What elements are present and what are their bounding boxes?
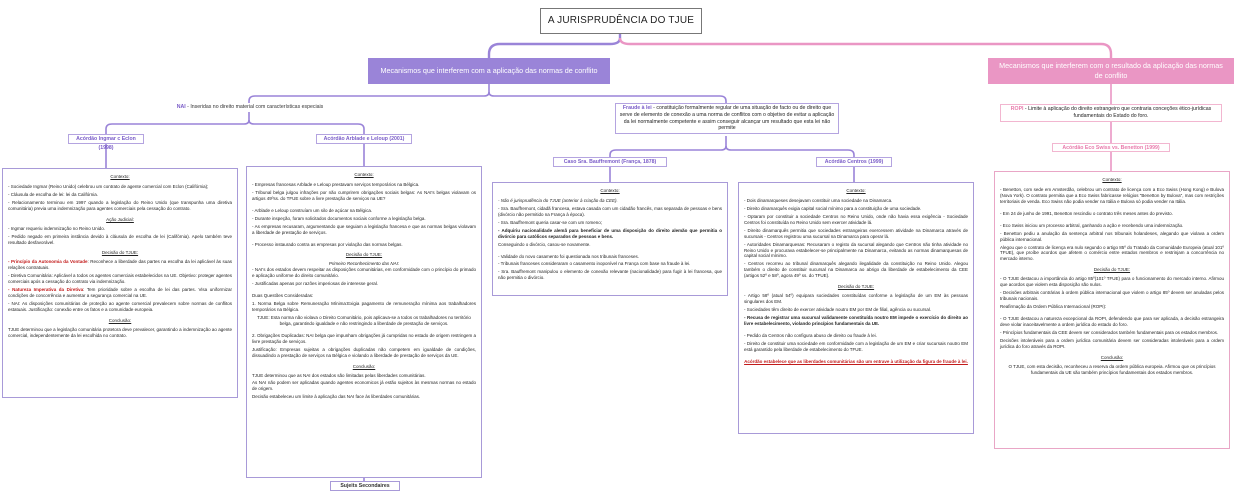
centros-header: Acórdão Centros (1999)	[816, 157, 892, 167]
ingmar-conclusao-1: TJUE determinou que a legislação comunitária protetora deve prevalecer, garantindo a indemnização ao agente comercial, independentemente da lei escolhida no contrato.	[8, 326, 232, 338]
bauffremont-card	[492, 182, 728, 296]
arblade-context-4: - Durante inspeção, foram solicitados documentos sociais conforme a legislação belga.	[252, 215, 426, 221]
eco-swiss-context-4: - Benetton pediu a anulação da sentença arbitral nos tribunais holandeses, alegando que violava a ordem pública internacional.	[1000, 230, 1224, 242]
ingmar-decisao-title: Decisão do TJUE:	[101, 250, 139, 256]
bauffremont-context-7: - Tribunais franceses consideraram o casamento inoponível na França com base na fraude à lei.	[498, 261, 691, 267]
arblade-decisao-7: Justificação: Empresas sujeitas a obrigações duplicadas não competem em igualdade de condições, dissuadindo a prestação de serviços na Bélgica e violando a liberdade de prestação de serviços da UE.	[252, 346, 476, 358]
arblade-decisao-2: - Justificadas apenas por razões imperiosas de interesse geral.	[252, 281, 379, 287]
arblade-decisao-6: 2. Obrigações Duplicadas: NAI belga que impunham obrigações já cumpridas no estado de origem restringem a livre prestação de serviços.	[252, 332, 476, 344]
arblade-decisao-sub: Primeiro Reconhecimento das NAI:	[328, 261, 400, 267]
ingmar-header: Acórdão Ingmar c Eclon (1998)	[68, 134, 144, 144]
centros-decisao-5: - Direito de constituir uma sociedade em conformidade com a legislação de um EM e criar sucursais noutro EM está garantido pela liberdade de estabelecimento do TFUE.	[744, 340, 968, 352]
centros-context-1: - Dois dinamarqueses desejavam constituir uma sociedade na Dinamarca.	[744, 197, 893, 203]
arblade-decisao-5: TJUE: Esta norma não violava o Direito Comunitário, pois aplicava-se a todos os trabalhadores no território belga, garantindo igualdade e não restringindo a liberdade de prestação de serviços.	[257, 314, 471, 326]
eco-swiss-decisao-3: Reafirmação da Ordem Pública Internacional (ROPI):	[1000, 304, 1107, 309]
ingmar-decisao-1-term: - Princípio da Autonomia da Vontade	[8, 259, 88, 265]
eco-swiss-conclusao-1: O TJUE, com esta decisão, reconheceu a reserva da ordem pública europeia. Afirmou que os princípios fundamentais da UE são também princípios fundamentais dos estados membros.	[1008, 363, 1216, 375]
ingmar-acao-2: - Pedido negado em primeira instância devido à cláusula de escolha de lei (Califórnia). Apelo também teve resultado desfavorável.	[8, 233, 232, 245]
eco-swiss-decisao-4: - O TJUE destacou a natureza excepcional da ROPI, defendendo que para ser aplicada, a decisão estrangeira deve violar inaceitavelmente a ordem jurídica do estado do foro.	[1000, 315, 1224, 327]
fraude-label-term: Fraude à lei	[622, 105, 652, 111]
arblade-decisao-title: Decisão do TJUE:	[345, 252, 383, 258]
page-title: A JURISPRUDÊNCIA DO TJUE	[540, 8, 702, 34]
bauffremont-context-title: Contexto:	[600, 188, 620, 193]
ropi-label-text: - Limite à aplicação do direito estrangeiro que contraria conceções ético-jurídicas fundamentais do Estado do foro.	[1023, 106, 1212, 119]
centros-decisao-2: - Sociedades têm direito de exercer atividade noutro EM por EM de filial, agência ou sucursal.	[744, 307, 932, 312]
arblade-context-6: - Processo instaurado contra as empresas por violação das normas belgas.	[252, 241, 403, 247]
centros-context-2: - Direito dinamarquês exigia capital social mínimo para a constituição de uma sociedade.	[744, 205, 922, 211]
centros-final: Acórdão estabelece que as liberdades comunitárias são um entrave à utilização da figura de fraude à lei.	[744, 358, 968, 364]
arblade-decisao-3: Duas Questões Consideradas:	[252, 293, 314, 299]
centros-decisao-4: - Pedido da Centros não configura abuso de direito ou fraude à lei.	[744, 332, 877, 338]
arblade-context-5: - As empresas recusaram, argumentando que seguiam a legislação francesa e que as normas belgas violavam a liberdade de prestação de serviços.	[252, 223, 476, 235]
mechanisms-conflict-rules-box: Mecanismos que interferem com a aplicação das normas de conflito	[368, 58, 610, 84]
ingmar-decisao-3-term: - Natureza Imperativa da Diretiva	[8, 287, 84, 293]
eco-swiss-decisao-2: - Decisões arbitrais contrárias à ordem pública internacional que violem o artigo 85º devem ser anuladas pelos tribunais nacionais.	[1000, 290, 1224, 302]
centros-context-4: - Direito dinamarquês permitia que sociedades estrangeiras exercessem atividade na Dinamarca através de sucursais - Centros registrou uma sucursal na Dinamarca para operar lá.	[744, 227, 968, 239]
bauffremont-context-5: Conseguindo o divórcio, casou-se novamente.	[498, 241, 591, 247]
sujeits-secondaires-box: Sujeits Secondaires	[330, 481, 400, 491]
eco-swiss-context-2: - Em 24 de junho de 1991, Benetton rescindiu o contrato três meses antes do previsto.	[1000, 210, 1173, 216]
mechanisms-result-box: Mecanismos que interferem com o resultado da aplicação das normas de conflito	[988, 58, 1234, 84]
arblade-context-3: - Arblade e Leloup construíam um silo de açúcar na Bélgica.	[252, 207, 373, 213]
ingmar-decisao-2: - Diretiva Comunitária: Aplicável a todos os agentes comerciais estabelecidos na UE. Objetivo: proteger agentes comerciais após a cessação do contrato via indemnização.	[8, 273, 232, 285]
eco-swiss-context-3: - Eco Swiss iniciou um processo arbitral, ganhando a ação e recebendo uma indemnização.	[1000, 222, 1184, 228]
ingmar-context-2: - Cláusula de escolha de lei: lei da Califórnia.	[8, 191, 99, 197]
ingmar-decisao-4: - NAI: As disposições comunitárias de proteção ao agente comercial prevalecem sobre normas de conflitos estatuais. Justificação: conexão entre os fatos e a comunidade europeia.	[8, 301, 232, 312]
eco-swiss-context-title: Contexto:	[1102, 177, 1122, 182]
bauffremont-context-3: - Sra. Bauffremont queria casar-se com um romeno;	[498, 219, 602, 225]
bauffremont-context-6: - Validade do novo casamento foi questionada nos tribunais franceses.	[498, 253, 640, 259]
arblade-conclusao-3: Decisão estabeleceu um limite à aplicação das NAI face às liberdades comunitárias.	[252, 394, 421, 400]
arblade-decisao-4: 1. Norma Belga sobre Remuneração Mínima:Exigia pagamento de remuneração mínima aos trabalhadores temporários na Bélgica.	[252, 301, 476, 312]
arblade-decisao-1: - NAI's dos estados devem respeitar as disposições comunitárias, em conformidade com o princípio do primado e aplicação uniforme do direito comunitário.	[252, 267, 476, 279]
ingmar-acao-1: - Ingmar requeriu indemnização no Reino Unido.	[8, 225, 106, 231]
bauffremont-context-4: - Adquiriu nacionalidade alemã para beneficiar de uma disposição do direito alemão que permitia o divórcio para católicos separados de pessoas e bens.	[498, 227, 722, 239]
eco-swiss-decisao-title: Decisão do TJUE:	[1093, 267, 1131, 273]
centros-context-3: - Optaram por constituir a sociedade Centros no Reino Unido, onde não havia essa exigência - Sociedade Centros foi constituída no Reino Unido sem exercer atividade lá.	[744, 213, 968, 225]
arblade-conclusao-2: As NAI não podem ser aplicadas quando agentes economicos já estão sujeitos às mesmas normas no estado de origem.	[252, 380, 476, 392]
nai-label-text: - Inseridas no direito material com características especiais	[185, 104, 324, 110]
centros-decisao-1: - Artigo 58º (atual 54º) equipara sociedades constituídas conforme a legislação de um EM às pessoas singulares dos EM.	[744, 293, 968, 305]
arblade-context-2: - Tribunal belga julgou infrações por não cumprirem obrigações sociais belgas: As NAI's belgas violavam os artigos 49ºss. do TFUE sobre a livre prestação de serviços na UE?	[252, 189, 476, 201]
arblade-header: Acórdão Arblade e Leloup (2001)	[316, 134, 412, 144]
arblade-conclusao-1: TJUE determinou que as NAI dos estados são limitadas pelas liberdades comunitárias.	[252, 372, 426, 378]
eco-swiss-header: Acórdão Eco Swiss vs. Benetton (1999)	[1052, 143, 1170, 152]
nai-label-term: NAI	[176, 104, 186, 110]
fraude-label-text: - constituição formalmente regular de uma situação de facto ou de direito que serve de elemento de conexão a uma norma de conflitos com o objetivo de evitar a aplicação da lei normalmente competente e assim conseguir alcançar um resultado que esta lei não permite	[619, 105, 835, 132]
ingmar-context-title: Contexto:	[110, 174, 130, 179]
arblade-card	[246, 166, 482, 478]
ingmar-conclusao-title: Conclusão:	[108, 317, 132, 323]
ingmar-decisao-3	[8, 287, 232, 299]
arblade-context-title: Contexto:	[354, 172, 374, 177]
ingmar-decisao-1	[8, 259, 232, 271]
ropi-label	[1000, 104, 1222, 122]
bauffremont-context-8: - Sra. Bauffremont manipulou o elemento de conexão relevante (nacionalidade) para fugir à lei francesa, que não permitia o divórcio.	[498, 269, 722, 281]
ingmar-context-1: - Sociedade Ingmar (Reino Unido) celebrou um contrato de agente comercial com Eclon (Califórnia);	[8, 183, 209, 189]
centros-decisao-3: - Recusa de registrar uma sucursal validamente constituída noutro EM impede o exercício do direito ao livre estabelecimento, violando princípios fundamentais da UE.	[744, 314, 968, 326]
eco-swiss-decisao-5: - Princípios fundamentais da CEE devem ser considerados também fundamentais para os estados membros.	[1000, 329, 1219, 335]
centros-context-5: - Autoridades Dinamarquesas: Recusaram o registo da sucursal alegando que Centros não tinha atividade no Reino Unido e procurava estabelecer-se principalmente na Dinamarca, evitando as normas dinamarquesas de capital social mínimo.	[744, 241, 968, 259]
centros-context-title: Contexto:	[846, 188, 866, 193]
ingmar-card	[2, 168, 238, 398]
eco-swiss-context-5: Alegou que o contrato de licença era nulo segundo o artigo 85º do Tratado da Comunidade Europeia (atual 101º TFUE), que proíbe acordos que afetem o comércio entre estados membros e restrinjam a concorrência no mercado interno.	[1000, 244, 1224, 262]
eco-swiss-decisao-6: Decisões intoleráveis para a ordem jurídica comunitária devem ser consideradas intoleráveis para a ordem jurídica do foro através da ROPI.	[1000, 337, 1224, 349]
fraude-label	[615, 103, 839, 134]
ingmar-acao-title: Ação Judicial:	[106, 216, 134, 222]
arblade-context-1: - Empresas francesas Arblade e Leloup prestavam serviços temporários na Bélgica.	[252, 181, 420, 187]
bauffremont-context-2: - Sra. Bauffremont, cidadã francesa, estava casada com um cidadão francês, mas separada de pessoas e bens (divórcio não permitido na França à época).	[498, 205, 722, 217]
nai-label	[150, 103, 350, 112]
arblade-conclusao-title: Conclusão:	[352, 363, 376, 369]
eco-swiss-context-1: - Benetton, com sede em Amsterdão, celebrou um contrato de licença com a Eco Swiss (Hong Kong) e Bulova (Nova York). O contrato permitia que a Eco Swiss fabricasse relógios "Benetton by Bulova", mas com restrições territoriais de venda. Eco Swiss não podia vender na Itália e Bulova só podia vender na Itália.	[1000, 186, 1224, 204]
centros-context-6: - Centros recorreu ao tribunal dinamarquês alegando ilegalidade da constituição no Reino Unido. Alegou também o direito de constituir sucursal na Dinamarca ao abrigo da liberdade de estabelecimento da CEE (artigos 52º e 58º, agora 49º ss. do TFUE).	[744, 261, 968, 279]
centros-card	[738, 182, 974, 434]
eco-swiss-decisao-1: - O TJUE destacou a importância do artigo 85º(101º TFUE) para o funcionamento do mercado interno. Afirmou que acordos que violem esta disposição são nulos.	[1000, 276, 1224, 288]
ingmar-decisao-3-text: : Tem prioridade sobre a escolha de lei das partes. Visa uniformizar condições de concorrência e aumentar a segurança comercial na UE.	[8, 287, 233, 299]
eco-swiss-card	[994, 171, 1230, 449]
ingmar-context-3: - Relacionamento terminou em 1997 quando a legislação do Reino Unido (que transpunha uma diretiva comunitária) previa uma indemnização para agentes comerciais pela cessação do contrato.	[8, 199, 232, 211]
bauffremont-context-1: - Não é jurisprudência do TJUE (anterior à criação da CEE).	[498, 197, 618, 203]
centros-decisao-title: Decisão do TJUE:	[837, 284, 875, 290]
ropi-label-term: ROPI	[1010, 106, 1024, 112]
bauffremont-header: Caso Sra. Bauffremont (França, 1878)	[553, 157, 667, 167]
eco-swiss-conclusao-title: Conclusão:	[1100, 354, 1124, 360]
ingmar-decisao-1-text: : Reconhece a liberdade das partes na escolha da lei aplicável às suas relações contratuais.	[8, 259, 232, 271]
